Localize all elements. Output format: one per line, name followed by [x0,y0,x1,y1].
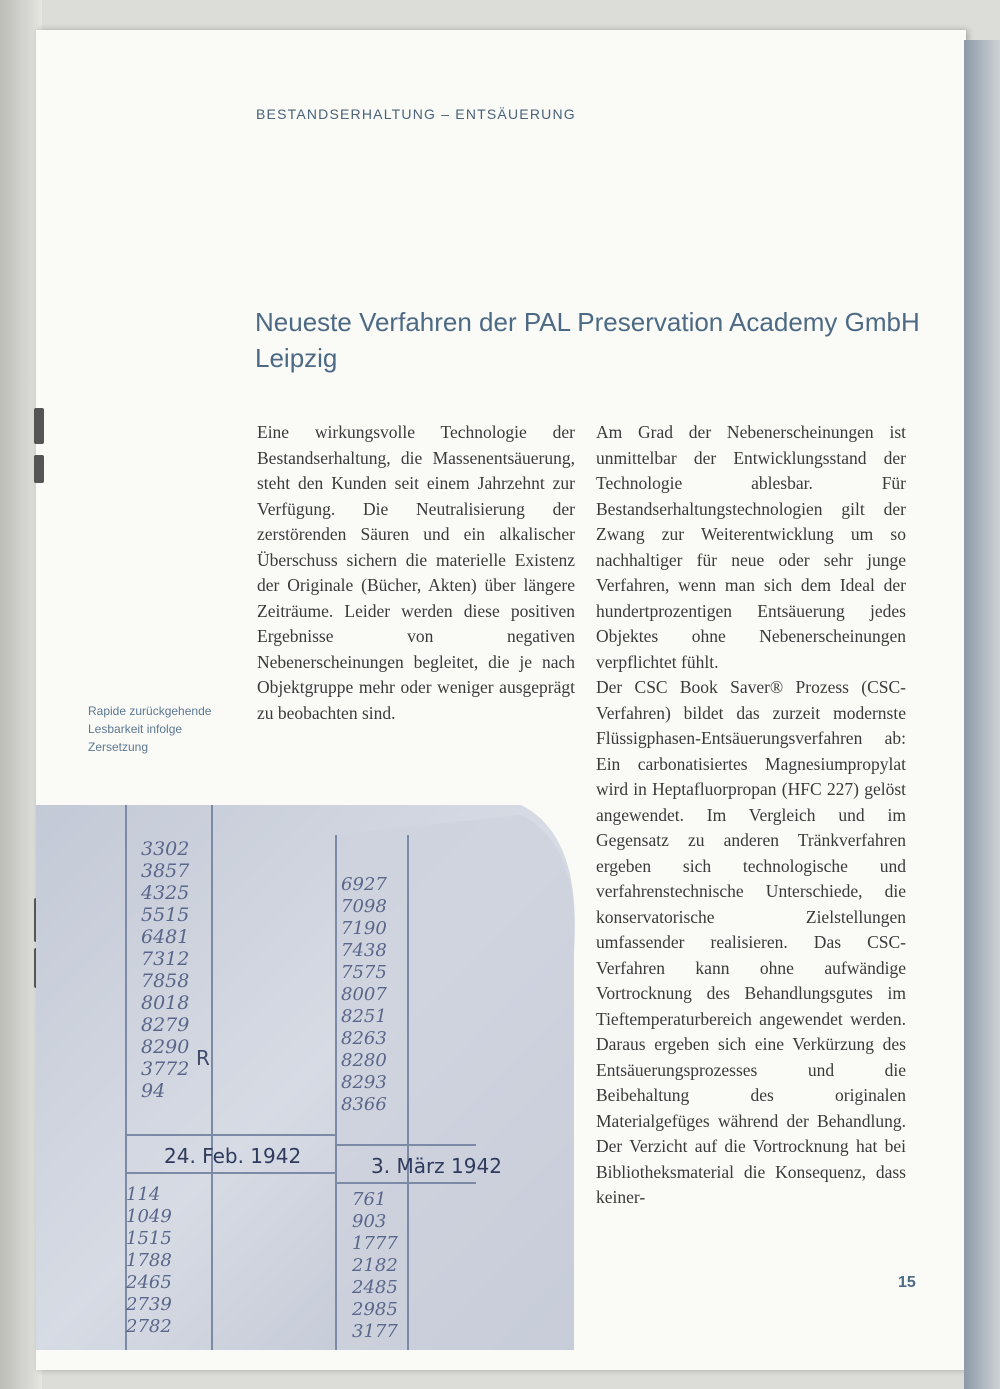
handwritten-number: 761 [352,1189,387,1210]
handwritten-number: 7858 [141,970,190,992]
stamp-date-left: 24. Feb. 1942 [164,1144,302,1168]
handwritten-number: 6481 [141,926,190,948]
handwritten-number: 94 [141,1080,166,1102]
handwritten-number: 8280 [341,1050,387,1071]
handwritten-number: 2465 [126,1272,172,1293]
handwritten-number: 1049 [126,1206,172,1227]
handwritten-number: 2485 [352,1277,398,1298]
paragraph: Der CSC Book Saver® Prozess (CSC-Verfahren) bildet das zurzeit modernste Flüssigphasen-Entsäuerungsverfahren ab: Ein carbonatisiertes Magnesiumpropylat wird in Heptafluorpropan (HFC 227) gelöst angewendet. Im Vergleich und im Gegensatz zu anderen Tränkverfahren ergeben sich technologische und verfahrenstechnische Unterschiede, die konservatorische Zielstellungen umfassender realisieren. Das CSC-Verfahren kann ohne aufwändige Vortrocknung des Behandlungsgutes im Tieftemperaturbereich angewendet werden. Daraus ergeben sich eine Verkürzung des Entsäuerungsprozesses und die Beibehaltung des originalen Materialgefüges während der Behandlung. Der Verzicht auf die Vortrocknung hat bei Bibliotheksmaterial die Konsequenz, dass keiner- [596,677,906,1207]
image-caption: Rapide zurückgehende Lesbarkeit infolge Zersetzung [88,704,212,754]
handwritten-number: 8251 [341,1006,387,1027]
handwritten-number: 3772 [141,1058,190,1080]
handwritten-number: 3177 [352,1321,398,1342]
text-column-right [596,420,906,1211]
handwritten-number: 2182 [352,1255,398,1276]
handwritten-number: 2985 [352,1299,398,1320]
handwritten-number: 2782 [126,1316,172,1337]
handwritten-number: 7312 [141,948,190,970]
handwritten-number: 114 [126,1184,161,1205]
handwritten-number: 8007 [341,984,387,1005]
handwritten-number: 3857 [141,860,190,882]
handwritten-number: 1777 [352,1233,398,1254]
page-number: 15 [898,1274,916,1291]
text-column-left [257,420,575,726]
section-header: BESTANDSERHALTUNG – ENTSÄUERUNG [256,106,576,122]
handwritten-number: 7438 [341,940,387,961]
handwritten-number: 1515 [126,1228,172,1249]
binding-clip [34,455,44,483]
handwritten-number: 4325 [141,882,190,904]
page-edge [964,40,1000,1389]
handwritten-number: 8293 [341,1072,387,1093]
article-title: Neueste Verfahren der PAL Preservation Academy GmbH Leipzig [255,307,920,373]
handwritten-number: 8366 [341,1094,387,1115]
handwritten-number: 8290 [141,1036,190,1058]
handwritten-number: 3302 [141,838,190,860]
handwritten-number: 903 [352,1211,387,1232]
handwritten-number: 6927 [341,874,387,895]
handwritten-number: 8018 [141,992,190,1014]
handwritten-number: 5515 [141,904,190,926]
document-photo [36,805,596,1350]
handwritten-number: 2739 [126,1294,172,1315]
mark-r: R [196,1046,210,1070]
stamp-date-right: 3. März 1942 [371,1154,502,1178]
handwritten-number: 7098 [341,896,387,917]
handwritten-number: 1788 [126,1250,172,1271]
paragraph: Am Grad der Nebenerscheinungen ist unmittelbar der Entwicklungsstand der Technologie ablesbar. Für Bestandserhaltungstechnologien gilt der Zwang zur Weiterentwicklung um so nachhaltiger für neue oder sehr junge Verfahren, wenn man sich dem Ideal der hundertprozentigen Entsäuerung jedes Objektes ohne Nebenerscheinungen verpflichtet fühlt. [596,422,906,672]
handwritten-number: 7190 [341,918,387,939]
binding-clip [34,408,44,444]
handwritten-number: 7575 [341,962,387,983]
paragraph: Eine wirkungsvolle Technologie der Bestandserhaltung, die Massenentsäuerung, steht den Kunden seit einem Jahrzehnt zur Verfügung. Die Neutralisierung der zerstörenden Säuren und ein alkalischer Überschuss sichern die materielle Existenz der Originale (Bücher, Akten) über längere Zeiträume. Leider werden diese positiven Ergebnisse von negativen Nebenerscheinungen begleitet, die je nach Objektgruppe mehr oder weniger ausgeprägt zu beobachten sind. [257,422,575,723]
handwritten-number: 8279 [141,1014,190,1036]
handwritten-number: 8263 [341,1028,387,1049]
